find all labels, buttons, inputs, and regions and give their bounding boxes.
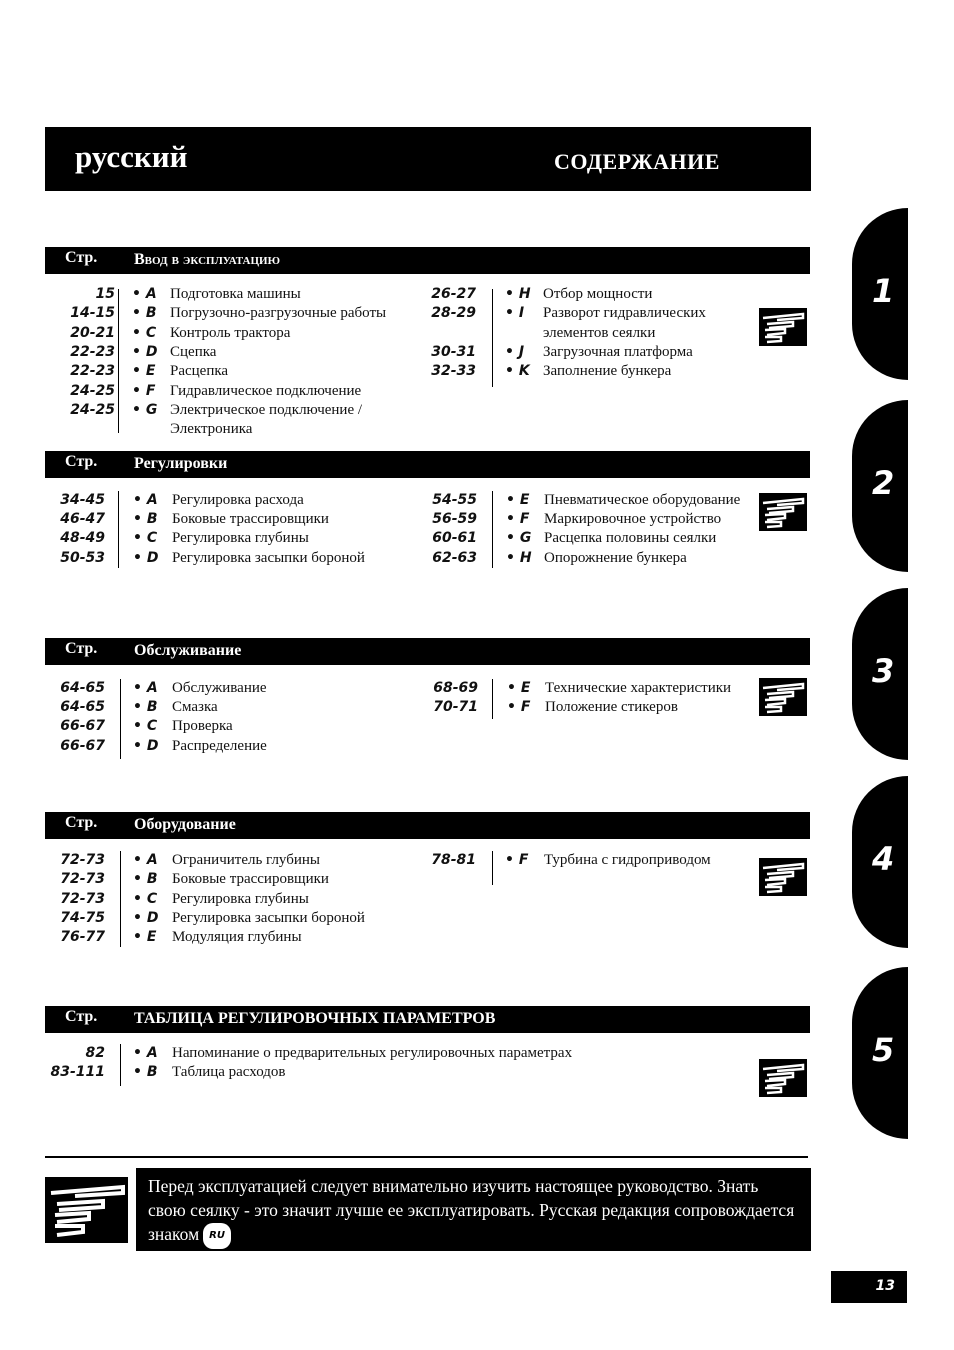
entry-letter: • H — [505, 286, 531, 302]
column-divider — [120, 679, 121, 759]
entry-letter: • G — [132, 401, 158, 418]
entry-pages: 24-25 — [70, 401, 115, 418]
entry-pages: 72-73 — [60, 890, 105, 907]
section-bar-equipment — [45, 812, 810, 839]
entry-pages: 28-29 — [431, 305, 476, 322]
entry-title: Заполнение бункера — [543, 363, 672, 380]
entry-title: Ограничитель глубины — [172, 852, 321, 868]
column-divider — [120, 1044, 121, 1086]
entry-letter: • D — [133, 549, 159, 566]
entry-title: Боковые трассировщики — [172, 511, 329, 528]
entry-letter: • C — [133, 890, 158, 907]
document-header — [45, 127, 811, 191]
page-label: Стр. — [65, 1008, 98, 1025]
page-label: Стр. — [65, 453, 98, 470]
entry-title: Регулировка глубины — [172, 890, 309, 907]
section-title: ТАБЛИЦА РЕГУЛИРОВОЧНЫХ ПАРАМЕТРОВ — [134, 1010, 496, 1027]
entry-title: Сцепка — [170, 343, 217, 360]
entry-letter: • C — [132, 324, 157, 341]
entry-letter: • I — [505, 305, 525, 322]
entry-pages: 82 — [85, 1045, 105, 1061]
entry-title: Загрузочная платформа — [543, 343, 693, 360]
entry-pages: 66-67 — [60, 737, 105, 754]
entry-title: Распределение — [172, 737, 267, 754]
pointing-hand-icon — [759, 1059, 807, 1097]
entry-title: Модуляция глубины — [172, 929, 302, 946]
entry-title: Регулировка расхода — [172, 492, 304, 508]
entry-letter: • B — [133, 1064, 158, 1081]
entry-pages: 15 — [95, 286, 115, 302]
entry-letter: • D — [133, 909, 159, 926]
entry-title: Пневматическое оборудование — [544, 492, 741, 508]
page-number: 13 — [875, 1278, 895, 1294]
entry-title: Проверка — [172, 718, 233, 735]
entry-title: Расцепка — [170, 363, 229, 380]
entry-pages: 34-45 — [60, 492, 105, 508]
entry-pages: 54-55 — [432, 492, 477, 508]
column-divider — [118, 491, 119, 568]
entry-pages: 26-27 — [431, 286, 476, 302]
note-text: Перед эксплуатацией следует внимательно изучить настоящее руководство. Знать свою сеялку - это значит лучше ее эксплуатировать. Русская редакция сопровождается знаком — [148, 1176, 795, 1244]
entry-pages: 50-53 — [60, 549, 105, 566]
entry-title: Электрическое подключение / — [170, 401, 363, 418]
chapter-number: 4 — [872, 840, 895, 878]
entry-pages: 24-25 — [70, 382, 115, 399]
entry-title: Регулировка засыпки бороной — [172, 909, 365, 926]
entry-pages: 74-75 — [60, 909, 105, 926]
section-bar-adjustments — [45, 451, 810, 478]
entry-title: Регулировка глубины — [172, 530, 309, 547]
entry-letter: • E — [132, 363, 156, 380]
entry-title: Смазка — [172, 699, 218, 716]
entry-pages: 64-65 — [60, 680, 105, 696]
chapter-tab-4[interactable] — [852, 776, 908, 948]
entry-letter: • K — [505, 363, 530, 380]
pointing-hand-icon — [45, 1177, 128, 1243]
entry-title: Напоминание о предварительных регулировочных параметрах — [172, 1045, 573, 1061]
column-divider — [492, 289, 493, 387]
entry-title: Контроль трактора — [170, 324, 291, 341]
section-bar-maintenance — [45, 638, 810, 665]
entry-pages: 46-47 — [60, 511, 105, 528]
chapter-number: 2 — [872, 464, 895, 502]
entry-title-continued: Электроника — [170, 421, 253, 438]
entry-title: Опорожнение бункера — [544, 549, 687, 566]
chapter-number: 5 — [872, 1031, 895, 1069]
entry-title: Разворот гидравлических — [543, 305, 706, 322]
pointing-hand-icon — [759, 308, 807, 346]
entry-title: Технические характеристики — [545, 680, 732, 696]
entry-letter: • E — [133, 929, 157, 946]
section-title: Обслуживание — [134, 642, 242, 659]
entry-title: Регулировка засыпки бороной — [172, 549, 365, 566]
chapter-number: 3 — [872, 652, 895, 690]
entry-pages: 76-77 — [60, 929, 105, 946]
entry-letter: • A — [133, 492, 158, 508]
entry-letter: • B — [133, 511, 158, 528]
entry-pages: 72-73 — [60, 871, 105, 888]
entry-letter: • A — [133, 680, 158, 696]
entry-letter: • F — [505, 852, 529, 868]
entry-pages: 30-31 — [431, 343, 476, 360]
entry-letter: • H — [506, 549, 532, 566]
section-bar-settings-table — [45, 1006, 810, 1033]
entry-letter: • F — [132, 382, 156, 399]
column-divider — [492, 491, 493, 568]
entry-letter: • G — [506, 530, 532, 547]
entry-letter: • E — [507, 680, 531, 696]
entry-title: Турбина с гидроприводом — [544, 852, 711, 868]
entry-title: Маркировочное устройство — [544, 511, 722, 528]
entry-letter: • E — [506, 492, 530, 508]
entry-letter: • A — [133, 852, 158, 868]
entry-pages: 72-73 — [60, 852, 105, 868]
chapter-tab-3[interactable] — [852, 588, 908, 760]
column-divider — [492, 679, 493, 719]
entry-pages: 14-15 — [70, 305, 115, 322]
instruction-note — [136, 1168, 811, 1251]
pointing-hand-icon — [759, 493, 807, 531]
chapter-tab-5[interactable] — [852, 967, 908, 1139]
section-title: Ввод в эксплуатацию — [134, 251, 280, 268]
entry-letter: • J — [505, 343, 525, 360]
page-label: Стр. — [65, 640, 98, 657]
section-title: Оборудование — [134, 816, 236, 833]
section-bar-commissioning — [45, 247, 810, 274]
language-title: русский — [75, 139, 188, 174]
entry-letter: • D — [133, 737, 159, 754]
column-divider — [118, 289, 119, 433]
divider-line — [45, 1156, 808, 1158]
column-divider — [120, 851, 121, 947]
entry-pages: 20-21 — [70, 324, 115, 341]
entry-title: Погрузочно-разгрузочные работы — [170, 305, 387, 322]
entry-pages: 83-111 — [50, 1064, 105, 1081]
page-label: Стр. — [65, 249, 98, 266]
entry-pages: 70-71 — [433, 699, 478, 716]
entry-pages: 62-63 — [432, 549, 477, 566]
entry-title: Отбор мощности — [543, 286, 653, 302]
entry-title: Гидравлическое подключение — [170, 382, 362, 399]
page-label: Стр. — [65, 814, 98, 831]
entry-title: Обслуживание — [172, 680, 267, 696]
page-number-box — [831, 1271, 907, 1303]
chapter-tab-1[interactable] — [852, 208, 908, 380]
entry-letter: • B — [132, 305, 157, 322]
entry-letter: • B — [133, 871, 158, 888]
entry-pages: 48-49 — [60, 530, 105, 547]
chapter-tab-2[interactable] — [852, 400, 908, 572]
entry-letter: • B — [133, 699, 158, 716]
entry-pages: 22-23 — [70, 363, 115, 380]
entry-letter: • A — [132, 286, 157, 302]
entry-pages: 22-23 — [70, 343, 115, 360]
entry-letter: • C — [133, 718, 158, 735]
entry-pages: 68-69 — [433, 680, 478, 696]
column-divider — [492, 851, 493, 885]
entry-title-continued: элементов сеялки — [543, 324, 656, 341]
ru-badge: RU — [203, 1223, 231, 1249]
entry-title: Расцепка половины сеялки — [544, 530, 717, 547]
entry-pages: 66-67 — [60, 718, 105, 735]
pointing-hand-icon — [759, 678, 807, 716]
entry-letter: • A — [133, 1045, 158, 1061]
entry-pages: 56-59 — [432, 511, 477, 528]
entry-letter: • C — [133, 530, 158, 547]
entry-pages: 64-65 — [60, 699, 105, 716]
section-title: Регулировки — [134, 455, 228, 472]
entry-title: Положение стикеров — [545, 699, 678, 716]
entry-letter: • F — [506, 511, 530, 528]
entry-letter: • D — [132, 343, 158, 360]
entry-pages: 60-61 — [432, 530, 477, 547]
entry-pages: 32-33 — [431, 363, 476, 380]
entry-pages: 78-81 — [431, 852, 476, 868]
entry-title: Таблица расходов — [172, 1064, 286, 1081]
entry-title: Подготовка машины — [170, 286, 301, 302]
entry-title: Боковые трассировщики — [172, 871, 329, 888]
pointing-hand-icon — [759, 858, 807, 896]
chapter-number: 1 — [872, 272, 895, 310]
contents-title: СОДЕРЖАНИЕ — [554, 149, 720, 174]
entry-letter: • F — [507, 699, 531, 716]
